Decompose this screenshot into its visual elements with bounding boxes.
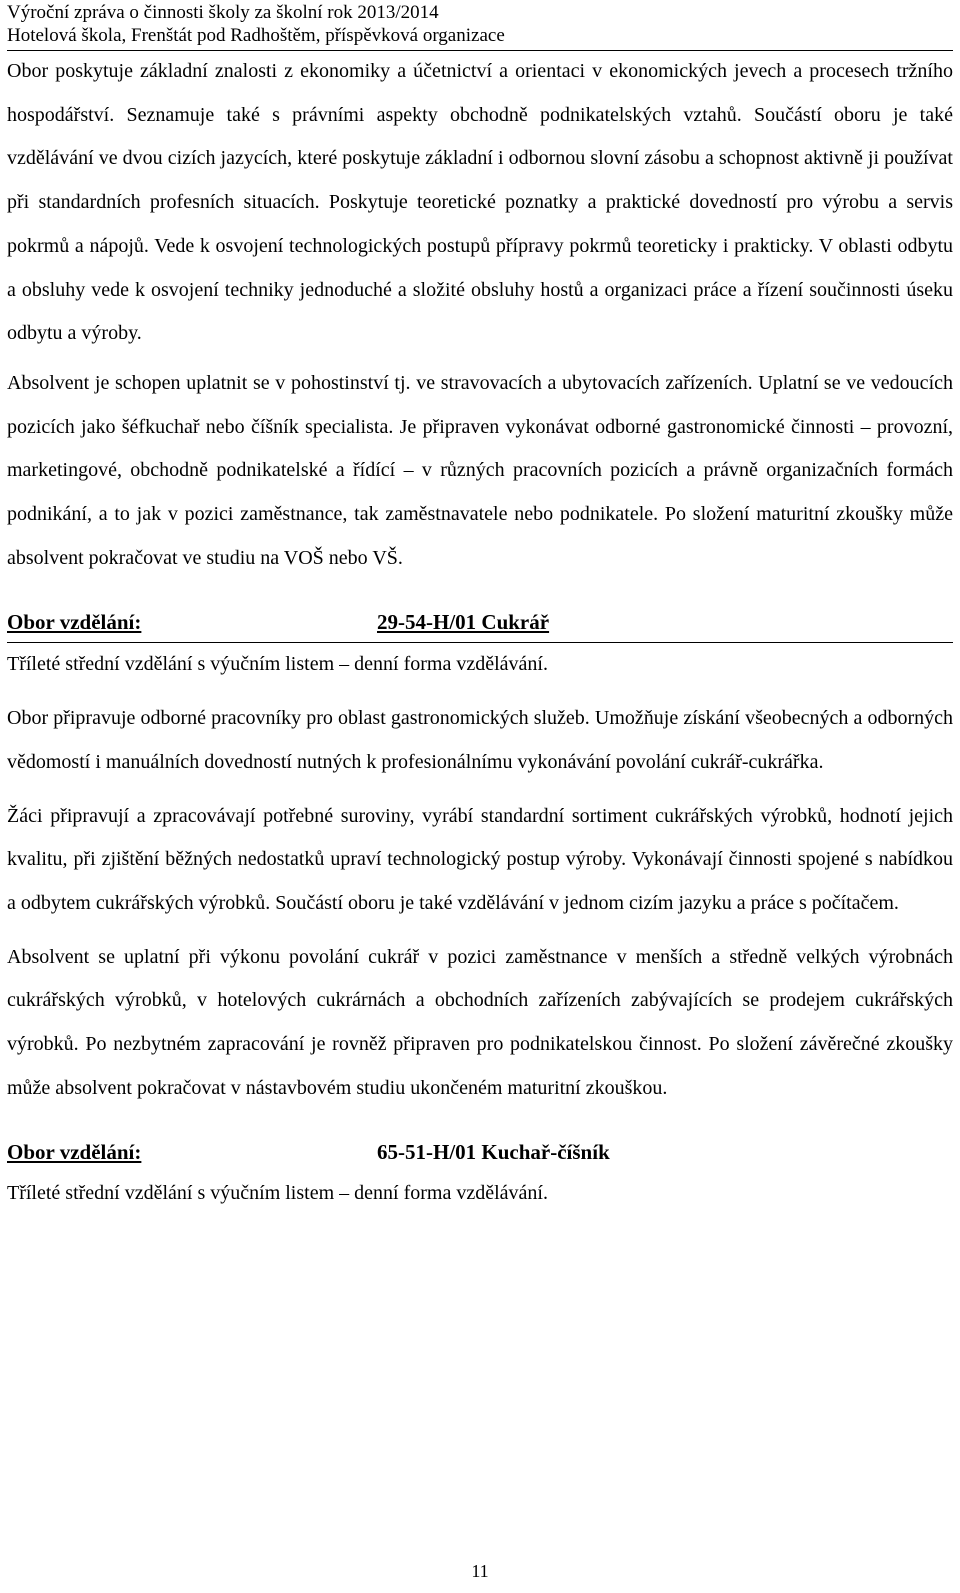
field-form: Tříleté střední vzdělání s výučním listem – denní forma vzdělávání. [7,653,548,676]
field-paragraph-3: Absolvent se uplatní při výkonu povolání cukrář v pozici zaměstnance v menších a středně velkých výrobnách cukrářských výrobků, v hotelových cukrárnách a obchodních zařízeních zabývajících se prodejem cukrářských výrobků. Po nezbytném zapracování je rovněž připraven pro podnikatelskou činnost. Po složení závěrečné zkoušky může absolvent pokračovat v nástavbovém studiu ukončeném maturitní zkouškou. [7,945,953,1099]
field-paragraph-1: Obor připravuje odborné pracovníky pro oblast gastronomických služeb. Umožňuje získání všeobecných a odborných vědomostí i manuálních dovedností nutných k profesionálnímu vykonávání povolání cukrář-cukrářka. [7,707,953,773]
school-name: Hotelová škola, Frenštát pod Radhoštěm, příspěvková organizace [7,25,505,46]
field-label: Obor vzdělání: [7,610,142,635]
document-header [7,1,953,51]
intro-paragraph-2: Absolvent je schopen uplatnit se v pohostinství tj. ve stravovacích a ubytovacích zařízeních. Uplatní se ve vedoucích pozicích jako šéfkuchař nebo číšník specialista. Je připraven vykonávat odborné gastronomické činnosti – provozní, marketingové, obchodně podnikatelské a řídící – v různých pracovních pozicích a právně organizačních formách podnikání, a to jak v pozici zaměstnance, tak zaměstnavatele nebo podnikatele. Po složení maturitní zkoušky může absolvent pokračovat ve studiu na VOŠ nebo VŠ. [7,371,953,569]
field-paragraph-2: Žáci připravují a zpracovávají potřebné suroviny, vyrábí standardní sortiment cukrářských výrobků, hodnotí jejich kvalitu, při zjištění běžných nedostatků upraví technologický postup výroby. Vykonávají činnosti spojené s nabídkou a odbytem cukrářských výrobků. Součástí oboru je také vzdělávání v jednom cizím jazyku a práce s počítačem. [7,804,953,914]
field-form: Tříleté střední vzdělání s výučním listem – denní forma vzdělávání. [7,1182,548,1205]
field-code: 65-51-H/01 Kuchař-číšník [377,1140,610,1165]
field-label: Obor vzdělání: [7,1140,142,1165]
page-content [7,50,953,1216]
field-heading-kuchar-cisnik [7,1132,953,1172]
report-title: Výroční zpráva o činnosti školy za školní rok 2013/2014 [7,2,439,23]
intro-paragraph-1: Obor poskytuje základní znalosti z ekonomiky a účetnictví a orientaci v ekonomických jevech a procesech tržního hospodářství. Seznamuje také s právními aspekty obchodně podnikatelských vztahů. Součástí oboru je také vzdělávání ve dvou cizích jazycích, které poskytuje základní i odbornou slovní zásobu a schopnost aktivně ji používat při standardních profesních situacích. Poskytuje teoretické poznatky a praktické dovedností pro výrobu a servis pokrmů a nápojů. Vede k osvojení technologických postupů přípravy pokrmů teoreticky i prakticky. V oblasti odbytu a obsluhy vede k osvojení techniky jednoduché a složité obsluhy hostů a organizaci práce a řízení součinnosti úseku odbytu a výroby. [7,60,953,345]
field-heading-cukrar [7,602,953,643]
page-number: 11 [471,1561,489,1581]
field-code: 29-54-H/01 Cukrář [377,610,550,635]
